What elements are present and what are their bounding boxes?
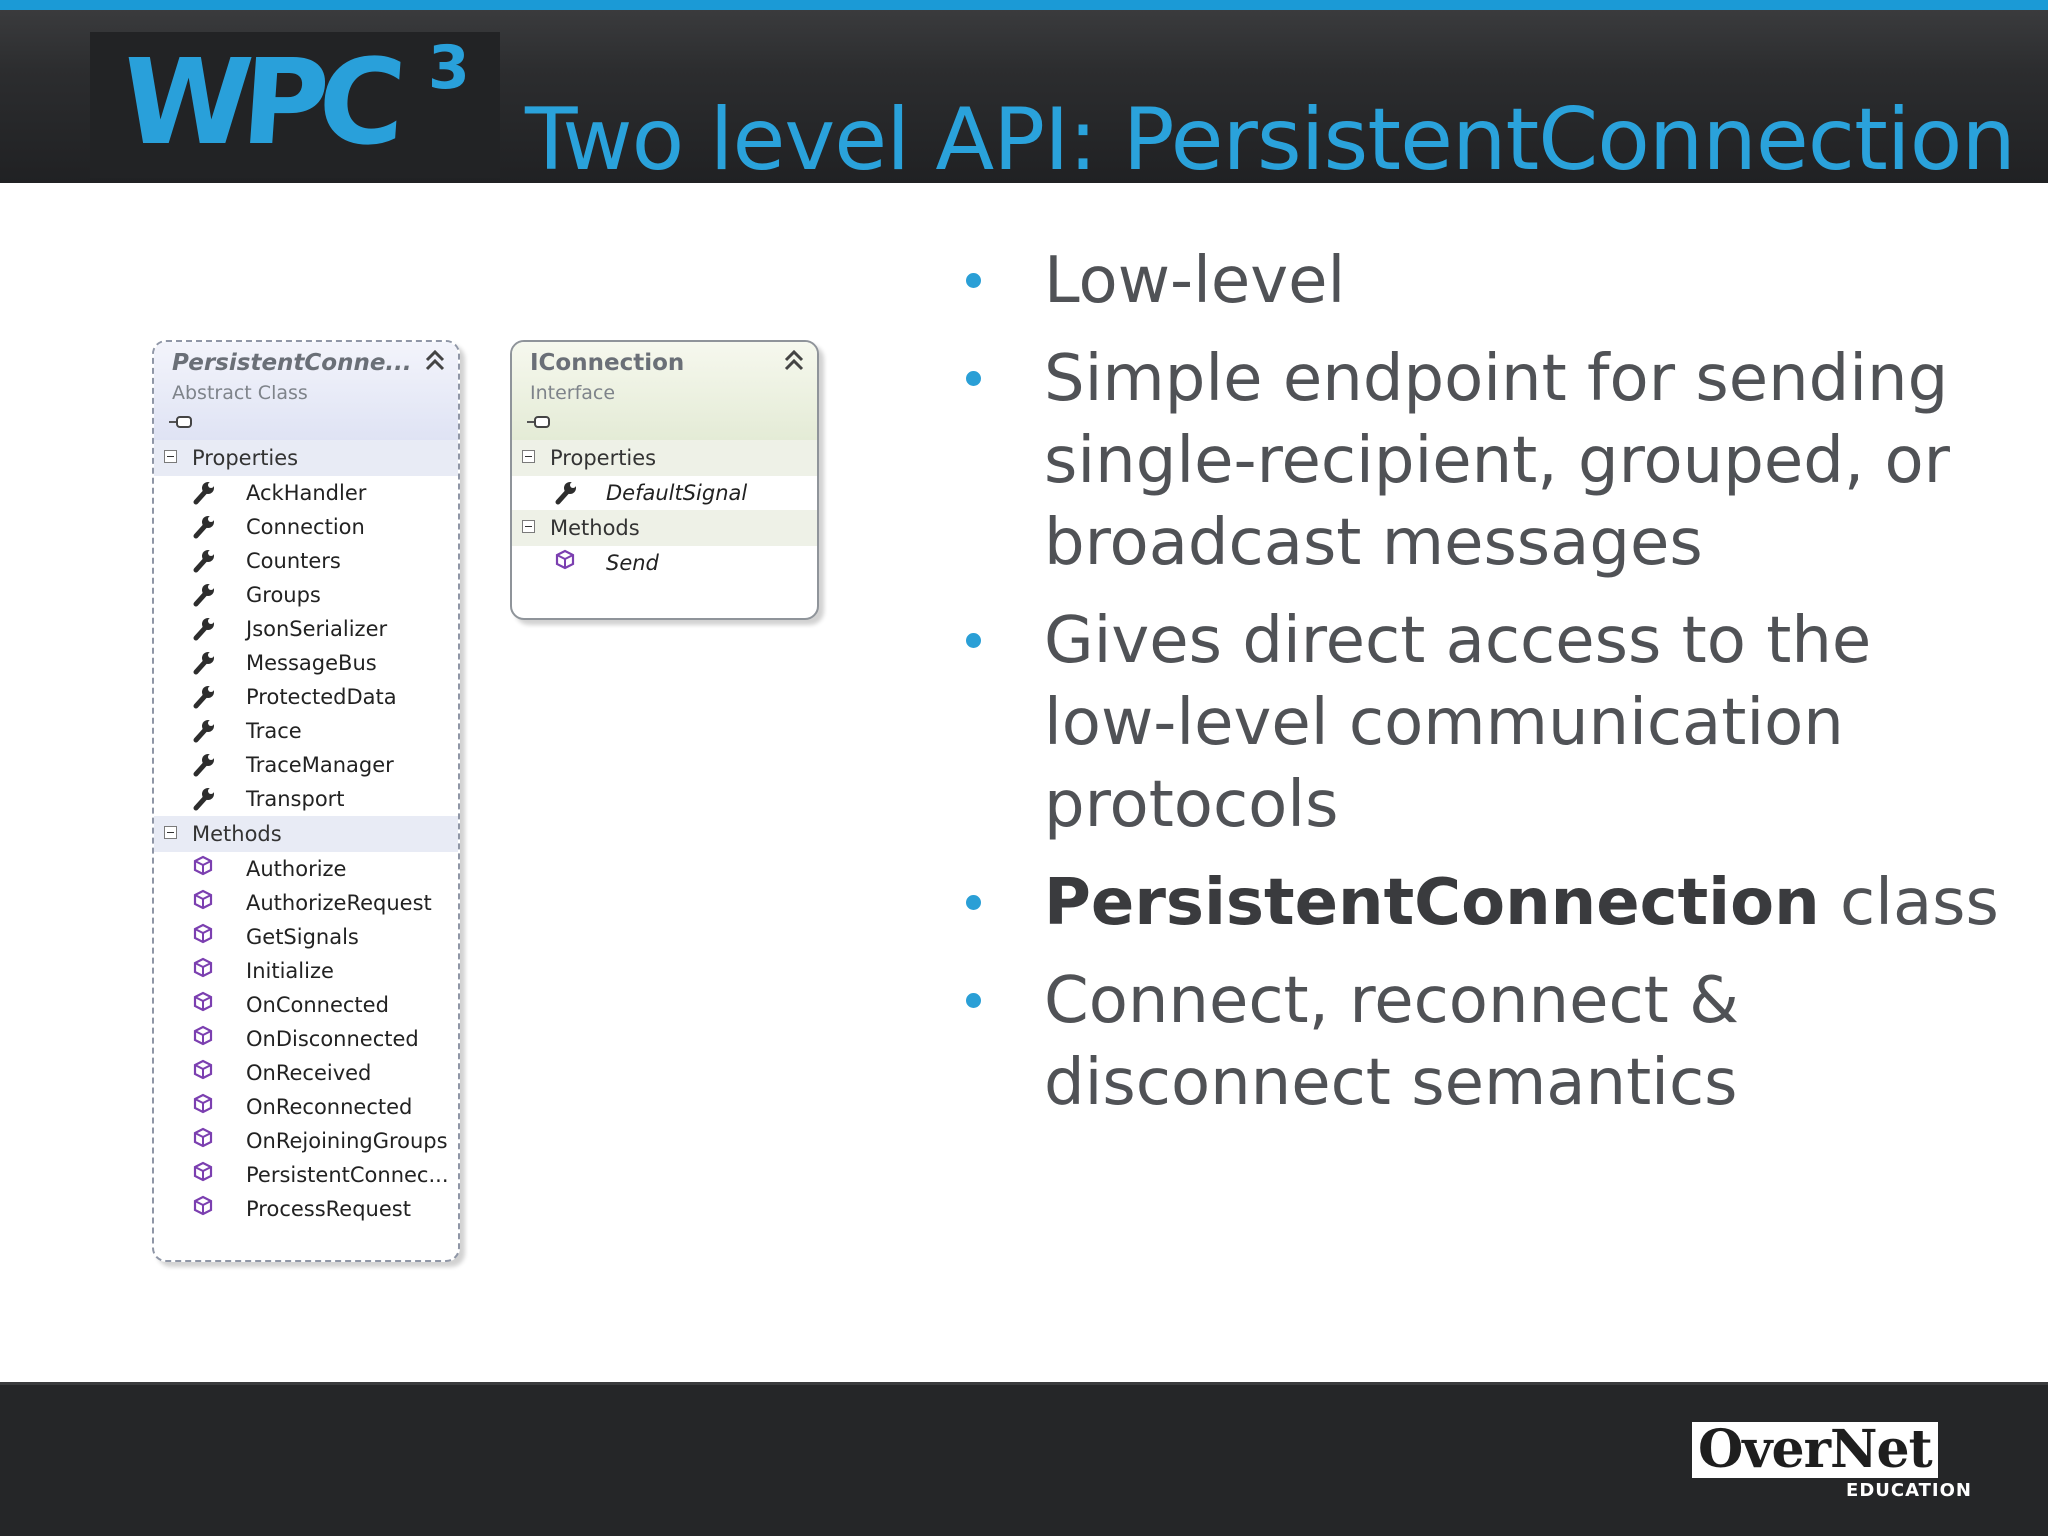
property-name: ProtectedData <box>246 685 397 709</box>
method-name: Authorize <box>246 857 347 881</box>
property-name: Transport <box>246 787 345 811</box>
double-chevron-up-icon[interactable] <box>783 348 805 380</box>
property-name: AckHandler <box>246 481 367 505</box>
properties-list <box>512 476 817 510</box>
property-row[interactable] <box>154 612 458 646</box>
methods-section-header[interactable] <box>154 816 458 852</box>
method-cube-icon <box>192 1126 218 1154</box>
wrench-icon <box>192 784 218 812</box>
method-name: OnReceived <box>246 1061 372 1085</box>
wrench-icon <box>192 512 218 540</box>
method-cube-icon <box>192 1092 218 1120</box>
property-name: MessageBus <box>246 651 377 675</box>
bullet-item <box>960 960 2010 1124</box>
method-name: AuthorizeRequest <box>246 891 432 915</box>
method-cube-icon <box>192 1024 218 1052</box>
property-row[interactable] <box>154 714 458 748</box>
method-cube-icon <box>192 1194 218 1222</box>
property-name: DefaultSignal <box>606 481 748 505</box>
class-kind: Abstract Class <box>172 382 308 404</box>
minus-box-icon[interactable] <box>164 826 177 839</box>
property-name: JsonSerializer <box>246 617 388 641</box>
method-name: GetSignals <box>246 925 359 949</box>
properties-list <box>154 476 458 816</box>
class-header[interactable] <box>512 342 817 440</box>
wrench-icon <box>192 716 218 744</box>
slide-title: Two level API: PersistentConnection <box>525 90 2015 190</box>
methods-list <box>512 546 817 580</box>
class-kind: Interface <box>530 382 616 404</box>
method-cube-icon <box>192 956 218 984</box>
properties-section-header[interactable] <box>154 440 458 476</box>
property-row[interactable] <box>154 748 458 782</box>
overnet-logo <box>1692 1419 1972 1501</box>
section-label: Methods <box>192 822 282 846</box>
property-name: Trace <box>246 719 302 743</box>
minus-box-icon[interactable] <box>522 520 535 533</box>
method-row[interactable] <box>154 920 458 954</box>
property-name: Connection <box>246 515 365 539</box>
class-name: PersistentConne... <box>172 350 412 376</box>
wrench-icon <box>554 478 580 506</box>
bullet-dot-icon <box>966 993 981 1008</box>
double-chevron-up-icon[interactable] <box>424 348 446 380</box>
slide-header <box>0 0 2048 190</box>
property-row[interactable] <box>154 782 458 816</box>
bullet-dot-icon <box>966 895 981 910</box>
bullet-text: Low-level <box>1044 244 1346 318</box>
bullet-dot-icon <box>966 273 981 288</box>
bullet-list <box>960 240 2010 1140</box>
bullet-item <box>960 600 2010 846</box>
wrench-icon <box>192 580 218 608</box>
inheritance-lollipop-icon <box>168 414 194 434</box>
method-cube-icon <box>554 548 580 576</box>
minus-box-icon[interactable] <box>522 450 535 463</box>
property-name: TraceManager <box>246 753 394 777</box>
method-cube-icon <box>192 888 218 916</box>
property-row[interactable] <box>512 476 817 510</box>
section-label: Methods <box>550 516 640 540</box>
property-name: Groups <box>246 583 321 607</box>
method-name: ProcessRequest <box>246 1197 411 1221</box>
method-name: PersistentConnec... <box>246 1163 449 1187</box>
property-row[interactable] <box>154 680 458 714</box>
property-row[interactable] <box>154 476 458 510</box>
method-name: Initialize <box>246 959 334 983</box>
bullet-bold-text: PersistentConnection <box>1044 866 1820 940</box>
class-name: IConnection <box>530 350 685 376</box>
property-row[interactable] <box>154 578 458 612</box>
bullet-text: Connect, reconnect & disconnect semantics <box>1044 964 1739 1120</box>
class-box-iconnection[interactable] <box>510 340 819 620</box>
properties-section-header[interactable] <box>512 440 817 476</box>
methods-section-header[interactable] <box>512 510 817 546</box>
method-cube-icon <box>192 1058 218 1086</box>
wrench-icon <box>192 478 218 506</box>
method-row[interactable] <box>154 1056 458 1090</box>
method-name: OnReconnected <box>246 1095 413 1119</box>
overnet-logo-main: OverNet <box>1692 1422 1938 1478</box>
bullet-text: class <box>1819 866 1999 940</box>
method-name: OnConnected <box>246 993 389 1017</box>
method-name: OnDisconnected <box>246 1027 419 1051</box>
minus-box-icon[interactable] <box>164 450 177 463</box>
method-row[interactable] <box>154 852 458 886</box>
class-box-persistent-connection[interactable] <box>152 340 460 1262</box>
wrench-icon <box>192 750 218 778</box>
method-name: OnRejoiningGroups <box>246 1129 448 1153</box>
method-name: Send <box>606 551 659 575</box>
section-label: Properties <box>550 446 657 470</box>
bullet-dot-icon <box>966 371 981 386</box>
wpc-logo: WPC <box>117 33 401 171</box>
wrench-icon <box>192 546 218 574</box>
method-row[interactable] <box>154 1022 458 1056</box>
bullet-item <box>960 240 2010 322</box>
bullet-item <box>960 338 2010 584</box>
overnet-logo-sub: EDUCATION <box>1846 1480 1972 1501</box>
property-name: Counters <box>246 549 341 573</box>
methods-list <box>154 852 458 1226</box>
bullet-item <box>960 862 2010 944</box>
section-label: Properties <box>192 446 299 470</box>
property-row[interactable] <box>154 646 458 680</box>
method-cube-icon <box>192 1160 218 1188</box>
wpc-logo-superscript: 3 <box>428 33 470 103</box>
method-row[interactable] <box>154 988 458 1022</box>
property-row[interactable] <box>154 510 458 544</box>
wrench-icon <box>192 648 218 676</box>
method-cube-icon <box>192 922 218 950</box>
wrench-icon <box>192 682 218 710</box>
method-row[interactable] <box>154 1192 458 1226</box>
bullet-text: Simple endpoint for sending single-recipient, grouped, or broadcast messages <box>1044 342 1950 580</box>
bullet-text: Gives direct access to the low-level communication protocols <box>1044 604 1872 842</box>
method-row[interactable] <box>154 1158 458 1192</box>
method-row[interactable] <box>154 954 458 988</box>
method-row[interactable] <box>154 886 458 920</box>
method-cube-icon <box>192 990 218 1018</box>
property-row[interactable] <box>154 544 458 578</box>
method-row[interactable] <box>512 546 817 580</box>
class-header[interactable] <box>154 342 458 440</box>
wrench-icon <box>192 614 218 642</box>
method-cube-icon <box>192 854 218 882</box>
method-row[interactable] <box>154 1124 458 1158</box>
method-row[interactable] <box>154 1090 458 1124</box>
interface-lollipop-icon <box>526 414 552 434</box>
bullet-dot-icon <box>966 633 981 648</box>
